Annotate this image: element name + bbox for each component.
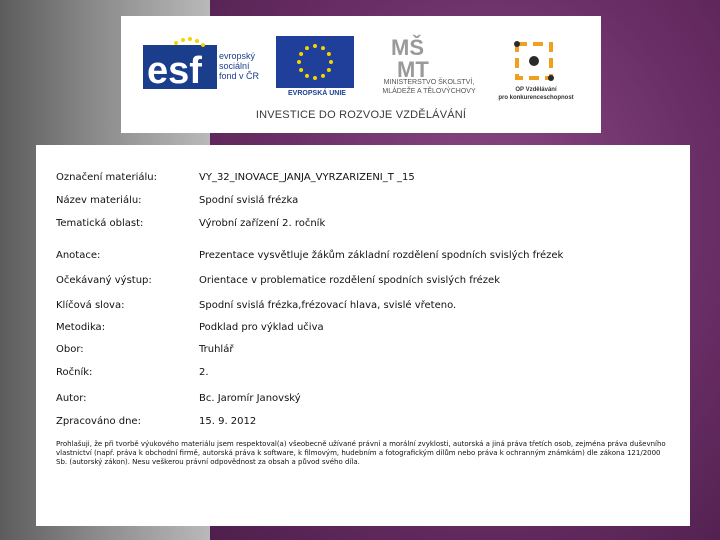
row-value: Bc. Jaromír Janovský	[199, 393, 301, 404]
msmt-line-1: MINISTERSTVO ŠKOLSTVÍ,	[383, 79, 475, 86]
table-row	[56, 195, 563, 218]
table-row	[56, 322, 563, 344]
row-value: 2.	[199, 367, 209, 378]
row-value: Truhlář	[199, 344, 234, 355]
row-value: Spodní svislá frézka	[199, 195, 299, 206]
row-label: Autor:	[56, 393, 87, 404]
eu-star-icon	[313, 44, 317, 48]
document-panel	[36, 145, 690, 526]
esf-line-2: sociální	[219, 61, 250, 71]
eu-star-icon	[321, 74, 325, 78]
table-row	[56, 300, 563, 322]
eu-star-icon	[321, 46, 325, 50]
eu-star-icon	[329, 60, 333, 64]
eu-star-icon	[299, 52, 303, 56]
eu-star-icon	[327, 68, 331, 72]
eu-caption: EVROPSKÁ UNIE	[288, 90, 346, 97]
table-row	[56, 275, 563, 300]
row-value: Podklad pro výklad učiva	[199, 322, 324, 333]
row-label: Klíčová slova:	[56, 300, 125, 311]
op-line-2: pro konkurenceschopnost	[498, 95, 574, 101]
table-row	[56, 367, 563, 393]
eu-star-icon	[297, 60, 301, 64]
row-value: Výrobní zařízení 2. ročník	[199, 218, 326, 229]
table-row	[56, 172, 563, 195]
msmt-logo	[389, 33, 439, 79]
eu-star-icon	[327, 52, 331, 56]
esf-line-1: evropský	[219, 51, 256, 61]
table-row	[56, 344, 563, 367]
eu-star-icon	[305, 74, 309, 78]
row-label: Označení materiálu:	[56, 172, 157, 183]
op-text	[493, 86, 579, 102]
op-line-1: OP Vzdělávání	[515, 87, 557, 93]
table-row	[56, 393, 563, 416]
row-value: Prezentace vysvětluje žákům základní rozdělení spodních svislých frézek	[199, 250, 564, 261]
esf-logo	[143, 35, 217, 95]
row-value: VY_32_INOVACE_JANJA_VYRZARIZENI_T _15	[199, 172, 415, 183]
row-label: Zpracováno dne:	[56, 416, 141, 427]
row-label: Tematická oblast:	[56, 218, 144, 229]
row-label: Ročník:	[56, 367, 93, 378]
esf-text	[219, 51, 259, 81]
msmt-text	[365, 78, 493, 96]
table-row	[56, 250, 563, 275]
metadata-table	[56, 172, 563, 436]
row-value: Spodní svislá frézka,frézovací hlava, svislé vřeteno.	[199, 300, 457, 311]
row-label: Obor:	[56, 344, 84, 355]
esf-line-3: fond v ČR	[219, 71, 260, 81]
eu-star-icon	[299, 68, 303, 72]
row-label: Metodika:	[56, 322, 106, 333]
svg-text:esf: esf	[147, 50, 202, 92]
row-label: Očekávaný výstup:	[56, 275, 152, 286]
svg-text:MŠ: MŠ	[391, 35, 424, 60]
row-label: Anotace:	[56, 250, 101, 261]
table-row	[56, 218, 563, 250]
logo-banner	[121, 16, 601, 133]
op-logo	[509, 38, 559, 86]
svg-text:MT: MT	[397, 57, 429, 79]
row-value: Orientace v problematice rozdělení spodních svislých frézek	[199, 275, 500, 286]
table-row	[56, 416, 563, 436]
investice-tagline: INVESTICE DO ROZVOJE VZDĚLÁVÁNÍ	[255, 109, 467, 121]
disclaimer-text: Prohlašuji, že při tvorbě výukového materiálu jsem respektoval(a) všeobecně užívané právní a morální zvyklosti, autorská a jiná práva třetích osob, zejména práva duševního vlastnictví (např. práva k obchodní firmě, autorská práva k software, k filmovým, hudebním a fotografickým dílům nebo práva k ochranným známkám) dle zákona 121/2000 Sb. (autorský zákon). Nesu veškerou právní odpovědnost za obsah a původ svého díla.	[56, 440, 666, 466]
eu-flag-logo	[276, 36, 354, 88]
eu-star-icon	[313, 76, 317, 80]
msmt-line-2: MLÁDEŽE A TĚLOVÝCHOVY	[382, 88, 476, 95]
eu-star-icon	[305, 46, 309, 50]
row-value: 15. 9. 2012	[199, 416, 257, 427]
row-label: Název materiálu:	[56, 195, 142, 206]
